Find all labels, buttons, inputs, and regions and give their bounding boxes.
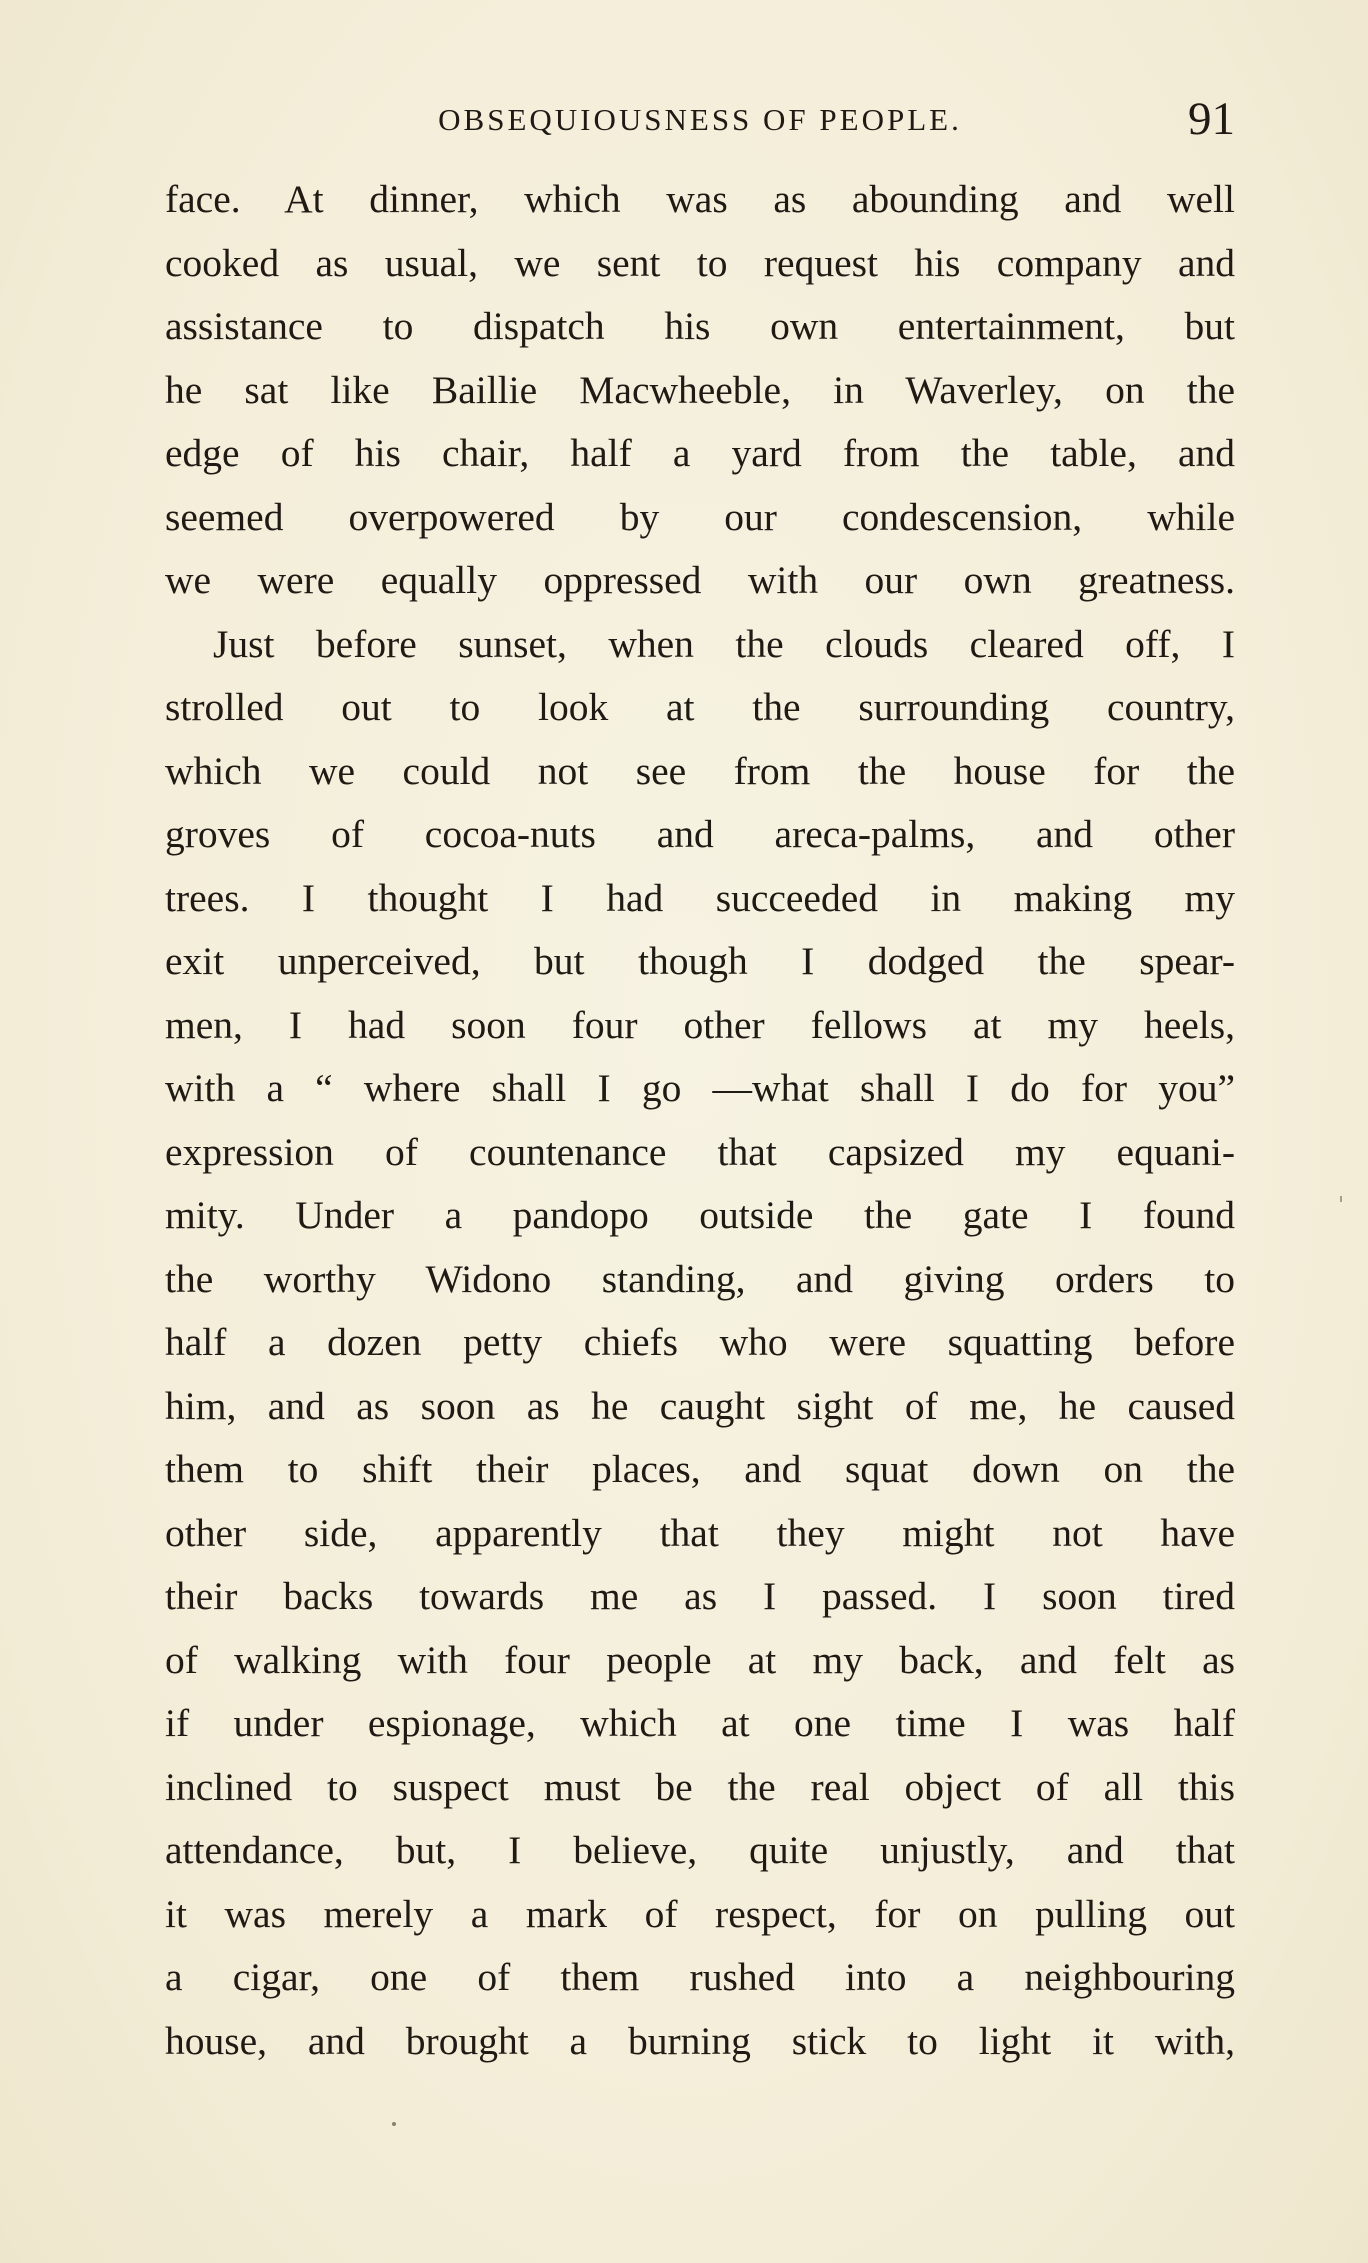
text-line: if under espionage, which at one time I was half bbox=[165, 1701, 1235, 1745]
text-line: half a dozen petty chiefs who were squatting before bbox=[165, 1320, 1235, 1364]
page-number: 91 bbox=[1188, 93, 1235, 145]
body-text bbox=[165, 168, 1235, 2073]
text-line: their backs towards me as I passed. I soon tired bbox=[165, 1574, 1235, 1618]
text-line: house, and brought a burning stick to light it with, bbox=[165, 2018, 1235, 2063]
text-line: inclined to suspect must be the real object of all this bbox=[165, 1764, 1235, 1809]
text-line: seemed overpowered by our condescension, while bbox=[165, 494, 1235, 539]
text-line: the worthy Widono standing, and giving orders to bbox=[165, 1256, 1235, 1301]
running-title: OBSEQUIOUSNESS OF PEOPLE. bbox=[438, 102, 962, 137]
text-line: it was merely a mark of respect, for on pulling out bbox=[165, 1891, 1235, 1936]
text-line: strolled out to look at the surrounding country, bbox=[165, 685, 1235, 729]
text-line: attendance, but, I believe, quite unjustly, and that bbox=[165, 1828, 1235, 1872]
text-line: other side, apparently that they might not have bbox=[165, 1510, 1235, 1555]
text-line: exit unperceived, but though I dodged the spear- bbox=[165, 939, 1235, 983]
paper-speck bbox=[392, 2122, 396, 2126]
text-line: which we could not see from the house for the bbox=[165, 748, 1235, 793]
text-line: edge of his chair, half a yard from the table, and bbox=[165, 431, 1235, 475]
text-line: him, and as soon as he caught sight of me, he caused bbox=[165, 1383, 1235, 1428]
running-head bbox=[165, 92, 1235, 152]
text-line: expression of countenance that capsized my equani- bbox=[165, 1129, 1235, 1174]
text-line: assistance to dispatch his own entertainment, but bbox=[165, 304, 1235, 348]
text-line: he sat like Baillie Macwheeble, in Waverley, on the bbox=[165, 367, 1235, 412]
text-line: a cigar, one of them rushed into a neighbouring bbox=[165, 1955, 1235, 1999]
text-line: mity. Under a pandopo outside the gate I found bbox=[165, 1193, 1235, 1237]
text-line: them to shift their places, and squat down on the bbox=[165, 1447, 1235, 1491]
paragraph-first-line: Just before sunset, when the clouds cleared off, I bbox=[213, 621, 1235, 666]
text-line: with a “ where shall I go —what shall I do for you” bbox=[165, 1066, 1235, 1110]
text-line: we were equally oppressed with our own greatness. bbox=[165, 558, 1235, 602]
text-line: men, I had soon four other fellows at my heels, bbox=[165, 1002, 1235, 1047]
paper-speck bbox=[1340, 1196, 1342, 1202]
text-line: face. At dinner, which was as abounding and well bbox=[165, 177, 1235, 221]
text-line: trees. I thought I had succeeded in making my bbox=[165, 875, 1235, 920]
text-line: of walking with four people at my back, and felt as bbox=[165, 1637, 1235, 1682]
text-line: groves of cocoa-nuts and areca-palms, and other bbox=[165, 812, 1235, 856]
text-line: cooked as usual, we sent to request his company and bbox=[165, 240, 1235, 285]
